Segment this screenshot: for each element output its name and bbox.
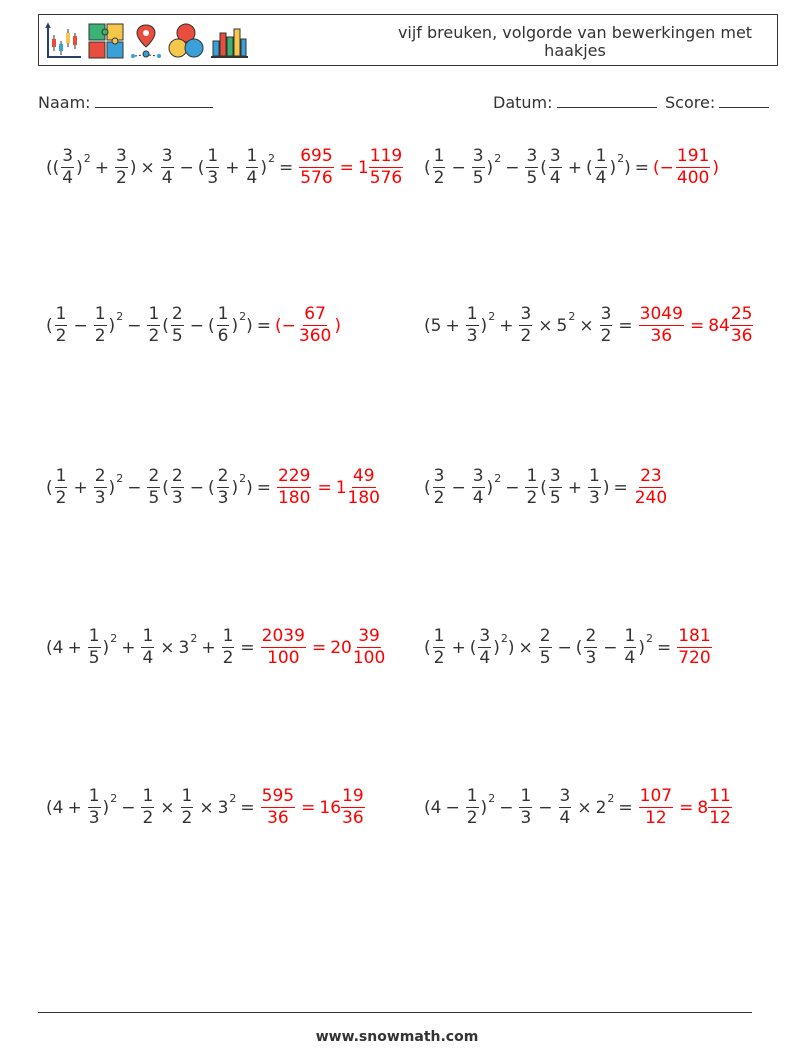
problem-2: ( $\frac{1}{2}$ − $\frac{3}{5}$ ) 2 − $\frac{3}{5}$ ( $\frac{3}{4}$ + ( $\frac{1}{4}$ ) 2 ) = (− $\frac{191}{400}$ ) [424, 146, 719, 188]
fraction: $\frac{1}{2}$ [526, 466, 538, 508]
fraction: $\frac{191}{400}$ [676, 146, 710, 188]
fraction: $\frac{3}{2}$ [600, 304, 612, 346]
answer: $\frac{695}{576}$ = 1 $\frac{119}{576}$ [300, 146, 403, 188]
fraction: $\frac{3}{2}$ [433, 466, 445, 508]
name-field [38, 92, 213, 112]
fraction: $\frac{1}{2}$ [55, 466, 67, 508]
problem-expression: ( 4 + $\frac{1}{3}$ ) 2 − $\frac{1}{2}$ × $\frac{1}{2}$ × 3 2 [46, 786, 237, 828]
venn-circles-icon [166, 21, 206, 61]
fraction: $\frac{1}{3}$ [466, 304, 478, 346]
answer: $\frac{229}{180}$ = 1 $\frac{49}{180}$ [277, 466, 380, 508]
fraction: $\frac{107}{12}$ [639, 786, 673, 828]
footer-url: www.snowmath.com [315, 1029, 479, 1045]
problem-expression: ( 4 + $\frac{1}{5}$ ) 2 + $\frac{1}{4}$ × 3 2 + $\frac{1}{2}$ [46, 626, 234, 668]
problem-10: ( 4 − $\frac{1}{2}$ ) 2 − $\frac{1}{3}$ − $\frac{3}{4}$ × 2 2 = $\frac{107}{12}$ = 8 $\frac{11}{12}$ [424, 788, 734, 827]
fraction: $\frac{1}{2}$ [142, 786, 154, 828]
fraction: $\frac{2}{3}$ [94, 466, 106, 508]
problem-expression: ( $\frac{1}{2}$ + $\frac{2}{3}$ ) 2 − $\frac{2}{5}$ ( $\frac{2}{3}$ − ( $\frac{2}{3}$ ) 2 ) [46, 466, 253, 508]
header-box [38, 14, 778, 66]
fraction: $\frac{3}{4}$ [62, 146, 74, 188]
answer: $\frac{3049}{36}$ = 84 $\frac{25}{36}$ [639, 304, 753, 346]
fraction: $\frac{23}{240}$ [634, 466, 668, 508]
fraction: $\frac{1}{4}$ [142, 626, 154, 668]
fraction: $\frac{19}{36}$ [342, 786, 364, 828]
problem-expression: ( 4 − $\frac{1}{2}$ ) 2 − $\frac{1}{3}$ − $\frac{3}{4}$ × 2 2 [424, 786, 615, 828]
fraction: $\frac{1}{2}$ [55, 304, 67, 346]
fraction: $\frac{3049}{36}$ [639, 304, 683, 346]
fraction: $\frac{1}{6}$ [217, 304, 229, 346]
fraction: $\frac{25}{36}$ [730, 304, 753, 346]
answer [675, 628, 713, 667]
fraction: $\frac{49}{180}$ [347, 466, 380, 508]
problem-5: ( $\frac{1}{2}$ + $\frac{2}{3}$ ) 2 − $\frac{2}{5}$ ( $\frac{2}{3}$ − ( $\frac{2}{3}$ ) 2 ) = $\frac{229}{180}$ = 1 $\frac{49}{180}$ [46, 468, 383, 507]
score-label: Score: [665, 93, 716, 112]
footer-divider [38, 1012, 752, 1013]
bar-chart-icon [209, 21, 249, 61]
fraction: $\frac{3}{4}$ [472, 466, 484, 508]
date-blank[interactable] [557, 92, 657, 108]
problem-1: (( $\frac{3}{4}$ ) 2 + $\frac{3}{2}$ ) × $\frac{3}{4}$ − ( $\frac{1}{3}$ + $\frac{1}{4}$ ) 2 = $\frac{695}{576}$ = 1 $\frac{119}{576}$ [46, 148, 405, 187]
worksheet-title: vijf breuken, volgorde van bewerkingen met haakjes [397, 23, 753, 60]
fraction: $\frac{3}{2}$ [115, 146, 127, 188]
problem-4: ( 5 + $\frac{1}{3}$ ) 2 + $\frac{3}{2}$ × 5 2 × $\frac{3}{2}$ = $\frac{3049}{36}$ = 84 $\frac{25}{36}$ [424, 306, 755, 345]
problem-8: ( $\frac{1}{2}$ + ( $\frac{3}{4}$ ) 2 ) × $\frac{2}{5}$ − ( $\frac{2}{3}$ − $\frac{1}{4}$ ) 2 = $\frac{181}{720}$ [424, 628, 714, 667]
problem-7: ( 4 + $\frac{1}{5}$ ) 2 + $\frac{1}{4}$ × 3 2 + $\frac{1}{2}$ = $\frac{2039}{100}$ = 20 $\frac{39}{100}$ [46, 628, 388, 667]
fraction: $\frac{595}{36}$ [261, 786, 295, 828]
fraction: $\frac{1}{3}$ [588, 466, 600, 508]
problem-expression: ( $\frac{1}{2}$ − $\frac{1}{2}$ ) 2 − $\frac{1}{2}$ ( $\frac{2}{5}$ − ( $\frac{1}{6}$ ) 2 ) [46, 304, 253, 346]
fraction: $\frac{695}{576}$ [300, 146, 333, 188]
fraction: $\frac{2}{3}$ [585, 626, 597, 668]
name-label: Naam: [38, 93, 91, 112]
problem-expression: (( $\frac{3}{4}$ ) 2 + $\frac{3}{2}$ ) × $\frac{3}{4}$ − ( $\frac{1}{3}$ + $\frac{1}{4}$ ) 2 [46, 146, 275, 188]
fraction: $\frac{67}{360}$ [298, 304, 332, 346]
fraction: $\frac{3}{4}$ [479, 626, 491, 668]
fraction: $\frac{1}{2}$ [148, 304, 160, 346]
fraction: $\frac{39}{100}$ [352, 626, 386, 668]
answer: $\frac{2039}{100}$ = 20 $\frac{39}{100}$ [261, 626, 386, 668]
answer: $\frac{595}{36}$ = 16 $\frac{19}{36}$ [261, 786, 364, 828]
date-field [493, 92, 657, 112]
name-blank[interactable] [95, 92, 213, 108]
fraction: $\frac{11}{12}$ [709, 786, 731, 828]
fraction: $\frac{3}{5}$ [549, 466, 561, 508]
logo-row [45, 21, 249, 61]
score-field [665, 92, 769, 112]
fraction: $\frac{1}{4}$ [246, 146, 258, 188]
fraction: $\frac{2}{5}$ [539, 626, 551, 668]
fraction: $\frac{2}{3}$ [171, 466, 183, 508]
fraction: $\frac{1}{2}$ [94, 304, 106, 346]
problem-6: ( $\frac{3}{2}$ − $\frac{3}{4}$ ) 2 − $\frac{1}{2}$ ( $\frac{3}{5}$ + $\frac{1}{3}$ ) = $\frac{23}{240}$ [424, 468, 670, 507]
problem-3: ( $\frac{1}{2}$ − $\frac{1}{2}$ ) 2 − $\frac{1}{2}$ ( $\frac{2}{5}$ − ( $\frac{1}{6}$ ) 2 ) = (− $\frac{67}{360}$ ) [46, 304, 341, 346]
problem-expression: ( $\frac{1}{2}$ − $\frac{3}{5}$ ) 2 − $\frac{3}{5}$ ( $\frac{3}{4}$ + ( $\frac{1}{4}$ ) 2 ) [424, 146, 631, 188]
fraction: $\frac{1}{3}$ [207, 146, 219, 188]
answer: $\frac{107}{12}$ = 8 $\frac{11}{12}$ [639, 786, 731, 828]
problem-expression: ( 5 + $\frac{1}{3}$ ) 2 + $\frac{3}{2}$ × 5 2 × $\frac{3}{2}$ [424, 304, 612, 346]
fraction: $\frac{3}{4}$ [161, 146, 173, 188]
answer: (− $\frac{191}{400}$ ) [652, 146, 719, 188]
candlestick-chart-icon [45, 21, 83, 61]
fraction: $\frac{2039}{100}$ [261, 626, 305, 668]
fraction: $\frac{2}{5}$ [148, 466, 160, 508]
problem-expression: ( $\frac{3}{2}$ − $\frac{3}{4}$ ) 2 − $\frac{1}{2}$ ( $\frac{3}{5}$ + $\frac{1}{3}$ ) [424, 466, 610, 508]
fraction: $\frac{3}{4}$ [549, 146, 561, 188]
answer: (− $\frac{67}{360}$ ) [274, 304, 341, 346]
fraction: $\frac{1}{5}$ [88, 626, 100, 668]
fraction: $\frac{3}{5}$ [526, 146, 538, 188]
answer [632, 468, 670, 507]
fraction: $\frac{2}{3}$ [217, 466, 229, 508]
fraction: $\frac{1}{2}$ [222, 626, 234, 668]
score-blank[interactable] [719, 92, 769, 108]
problem-9: ( 4 + $\frac{1}{3}$ ) 2 − $\frac{1}{2}$ × $\frac{1}{2}$ × 3 2 = $\frac{595}{36}$ = 16 $\frac{19}{36}$ [46, 788, 367, 827]
fraction: $\frac{1}{2}$ [433, 146, 445, 188]
fraction: $\frac{229}{180}$ [277, 466, 311, 508]
fraction: $\frac{1}{2}$ [433, 626, 445, 668]
fraction: $\frac{1}{3}$ [520, 786, 532, 828]
date-label: Datum: [493, 93, 553, 112]
fraction: $\frac{1}{2}$ [181, 786, 193, 828]
fraction: $\frac{1}{2}$ [466, 786, 478, 828]
problem-expression: ( $\frac{1}{2}$ + ( $\frac{3}{4}$ ) 2 ) × $\frac{2}{5}$ − ( $\frac{2}{3}$ − $\frac{1}{4}$ ) 2 [424, 626, 653, 668]
location-pin-icon [129, 21, 163, 61]
fraction: $\frac{119}{576}$ [369, 146, 403, 188]
fraction: $\frac{1}{4}$ [595, 146, 607, 188]
fraction: $\frac{2}{5}$ [171, 304, 183, 346]
puzzle-icon [86, 21, 126, 61]
fraction: $\frac{181}{720}$ [678, 626, 711, 668]
fraction: $\frac{1}{3}$ [88, 786, 100, 828]
fraction: $\frac{1}{4}$ [624, 626, 636, 668]
fraction: $\frac{3}{4}$ [559, 786, 571, 828]
fraction: $\frac{3}{5}$ [472, 146, 484, 188]
fraction: $\frac{3}{2}$ [520, 304, 532, 346]
